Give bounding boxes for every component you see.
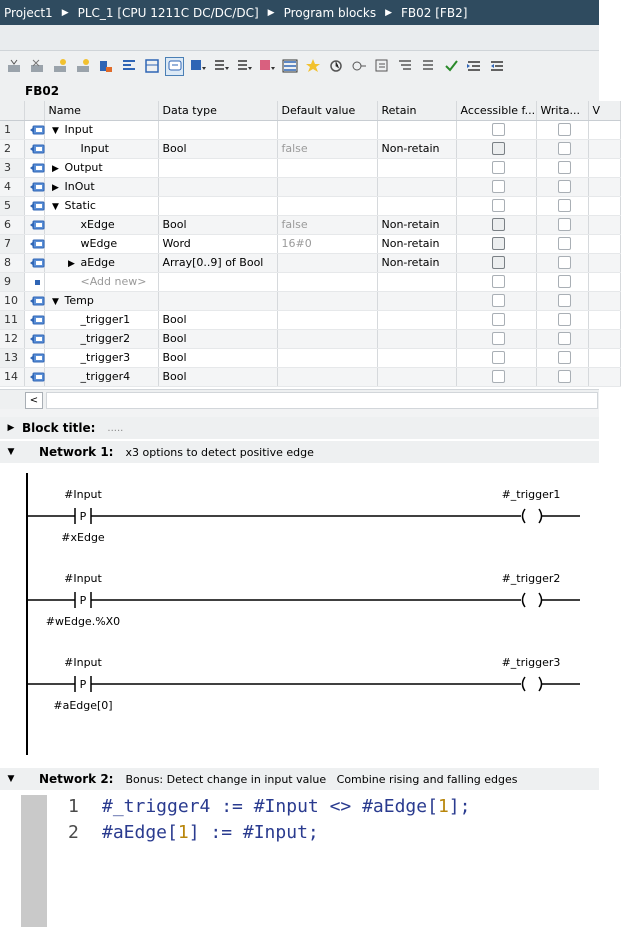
row-icon: [24, 177, 44, 196]
code-text[interactable]: ];: [448, 796, 471, 817]
writable-checkbox[interactable]: [558, 351, 571, 364]
caret-down-icon[interactable]: ▼: [7, 447, 15, 457]
table-row[interactable]: [0, 215, 620, 234]
column-header-data-type[interactable]: Data type: [158, 101, 277, 120]
variable-name[interactable]: _trigger3: [80, 351, 131, 364]
coil-right: [539, 593, 542, 607]
visible-cell: [588, 234, 620, 253]
data-type-cell[interactable]: [158, 291, 277, 310]
writable-checkbox[interactable]: [558, 332, 571, 345]
writable-checkbox-cell[interactable]: [536, 158, 588, 177]
table-row[interactable]: [0, 310, 620, 329]
plc-tag-icon[interactable]: [97, 58, 114, 75]
data-type-cell[interactable]: Array[0..9] of Bool: [158, 253, 277, 272]
breadcrumb-plc[interactable]: PLC_1 [CPU 1211C DC/DC/DC]: [77, 5, 259, 20]
ladder-rung[interactable]: [27, 488, 580, 544]
accessible-checkbox[interactable]: [492, 199, 505, 212]
accessible-checkbox[interactable]: [492, 180, 505, 193]
block-title-label: Block title:: [22, 421, 96, 435]
visible-cell: [588, 120, 620, 139]
icon-header: [24, 101, 44, 120]
accessible-checkbox-cell[interactable]: [456, 120, 536, 139]
interface-icon: [29, 123, 45, 136]
row-icon: [24, 139, 44, 158]
retain-cell[interactable]: Non-retain: [377, 234, 456, 253]
writable-checkbox-cell[interactable]: [536, 196, 588, 215]
contact-type: P: [79, 594, 87, 607]
default-value-cell[interactable]: [277, 291, 377, 310]
row-number: 4: [0, 177, 24, 196]
column-header-retain[interactable]: Retain: [377, 101, 456, 120]
block-name: FB02: [0, 81, 599, 101]
variable-name[interactable]: _trigger4: [80, 370, 131, 383]
table-row[interactable]: [0, 348, 620, 367]
retain-cell[interactable]: [377, 158, 456, 177]
coil-right: [539, 509, 542, 523]
block-title-section[interactable]: [0, 417, 599, 439]
data-type-cell[interactable]: Bool: [158, 367, 277, 386]
variable-name[interactable]: <Add new>: [80, 275, 147, 288]
visible-cell: [588, 139, 620, 158]
data-type-cell[interactable]: [158, 120, 277, 139]
favorite-icon[interactable]: [281, 58, 298, 75]
coil-operand[interactable]: #_trigger2: [501, 572, 561, 585]
interface-icon: [29, 218, 45, 231]
row-number: 1: [0, 120, 24, 139]
writable-checkbox[interactable]: [558, 142, 571, 155]
ladder-diagram: [0, 463, 599, 768]
retain-cell[interactable]: [377, 310, 456, 329]
table-header: [0, 101, 620, 120]
coil-left: [523, 509, 526, 523]
accessible-checkbox-cell[interactable]: [456, 139, 536, 158]
name-cell[interactable]: [44, 253, 158, 272]
accessible-checkbox-cell[interactable]: [456, 196, 536, 215]
editor-toolbar: [0, 51, 599, 81]
row-icon: [24, 329, 44, 348]
data-type-cell[interactable]: Bool: [158, 310, 277, 329]
default-value-cell[interactable]: [277, 196, 377, 215]
data-type-cell[interactable]: [158, 272, 277, 291]
row-icon: [24, 253, 44, 272]
table-row[interactable]: [0, 234, 620, 253]
retain-cell[interactable]: Non-retain: [377, 215, 456, 234]
more-icon[interactable]: [488, 58, 505, 75]
row-icon: [24, 291, 44, 310]
data-type-cell[interactable]: [158, 158, 277, 177]
retain-cell[interactable]: [377, 120, 456, 139]
interface-icon: [29, 294, 45, 307]
variable-icon: [35, 280, 40, 285]
add-row-icon[interactable]: [74, 58, 91, 75]
row-icon: [24, 158, 44, 177]
accessible-checkbox-cell[interactable]: [456, 253, 536, 272]
accessible-checkbox[interactable]: [492, 256, 505, 269]
chevron-right-icon: ▶: [385, 7, 393, 18]
name-cell[interactable]: [44, 177, 158, 196]
row-number: 8: [0, 253, 24, 272]
breadcrumb: [0, 0, 599, 25]
default-value-cell[interactable]: [277, 329, 377, 348]
edge-memory-operand[interactable]: #aEdge[0]: [53, 699, 113, 712]
default-value-cell[interactable]: [277, 158, 377, 177]
outdent-icon[interactable]: [465, 58, 482, 75]
interface-icon: [29, 199, 45, 212]
row-number: 3: [0, 158, 24, 177]
name-cell[interactable]: [44, 310, 158, 329]
table-row[interactable]: [0, 291, 620, 310]
align-left-icon[interactable]: [120, 58, 137, 75]
row-icon: [24, 272, 44, 291]
visible-cell: [588, 329, 620, 348]
add-variable-icon[interactable]: [51, 58, 68, 75]
default-value-cell[interactable]: [277, 348, 377, 367]
column-header-writable[interactable]: Writa...: [536, 101, 588, 120]
writable-checkbox[interactable]: [558, 370, 571, 383]
comment-icon[interactable]: [166, 58, 183, 75]
open-all-icon[interactable]: [235, 58, 252, 75]
caret-down-icon[interactable]: ▼: [52, 202, 59, 212]
network-icon[interactable]: [143, 58, 160, 75]
accessible-checkbox-cell[interactable]: [456, 177, 536, 196]
writable-checkbox-cell[interactable]: [536, 177, 588, 196]
name-cell[interactable]: [44, 120, 158, 139]
title-strip: [0, 25, 599, 51]
contact-operand[interactable]: #Input: [64, 488, 102, 501]
interface-icon: [29, 313, 45, 326]
variable-name[interactable]: wEdge: [80, 237, 118, 250]
delete-row-icon[interactable]: [28, 58, 45, 75]
column-header-name[interactable]: Name: [44, 101, 158, 120]
retain-cell[interactable]: [377, 329, 456, 348]
writable-checkbox-cell[interactable]: [536, 253, 588, 272]
row-number: 2: [0, 139, 24, 158]
table-row[interactable]: [0, 177, 620, 196]
collapse-all-icon[interactable]: [212, 58, 229, 75]
assign-icon[interactable]: [350, 58, 367, 75]
visible-cell: [588, 310, 620, 329]
default-value-cell[interactable]: [277, 272, 377, 291]
default-value-cell[interactable]: [277, 253, 377, 272]
writable-checkbox[interactable]: [558, 256, 571, 269]
visible-cell: [588, 348, 620, 367]
default-value-cell[interactable]: [277, 177, 377, 196]
interface-icon: [29, 142, 45, 155]
retain-cell[interactable]: [377, 291, 456, 310]
column-header-default-value[interactable]: Default value: [277, 101, 377, 120]
interface-icon: [29, 237, 45, 250]
contact-operand[interactable]: #Input: [64, 656, 102, 669]
name-cell[interactable]: [44, 196, 158, 215]
accessible-checkbox-cell[interactable]: [456, 310, 536, 329]
check-icon[interactable]: [419, 58, 436, 75]
ladder-rung[interactable]: [27, 572, 580, 628]
line-number: 1: [68, 796, 79, 817]
network2-comment[interactable]: Bonus: Detect change in input value Combine rising and falling edges: [125, 772, 518, 786]
accessible-checkbox-cell[interactable]: [456, 348, 536, 367]
table-row[interactable]: [0, 196, 620, 215]
accessible-checkbox[interactable]: [492, 370, 505, 383]
goto-icon[interactable]: [327, 58, 344, 75]
row-number: 13: [0, 348, 24, 367]
scroll-left-icon[interactable]: <: [25, 392, 43, 409]
writable-checkbox[interactable]: [558, 218, 571, 231]
table-row[interactable]: [0, 253, 620, 272]
row-number: 12: [0, 329, 24, 348]
accessible-checkbox[interactable]: [492, 218, 505, 231]
writable-checkbox-cell[interactable]: [536, 329, 588, 348]
interface-icon: [29, 256, 45, 269]
default-value-cell[interactable]: false: [277, 215, 377, 234]
default-value-cell[interactable]: [277, 367, 377, 386]
retain-cell[interactable]: [377, 367, 456, 386]
caret-right-icon[interactable]: ▶: [52, 164, 59, 174]
writable-checkbox-cell[interactable]: [536, 272, 588, 291]
visible-cell: [588, 158, 620, 177]
writable-checkbox[interactable]: [558, 294, 571, 307]
writable-checkbox-cell[interactable]: [536, 348, 588, 367]
data-type-cell[interactable]: Word: [158, 234, 277, 253]
accessible-checkbox[interactable]: [492, 294, 505, 307]
variable-name[interactable]: aEdge: [80, 256, 115, 269]
writable-checkbox-cell[interactable]: [536, 215, 588, 234]
contact-operand[interactable]: #Input: [64, 572, 102, 585]
caret-down-icon[interactable]: ▼: [52, 126, 59, 136]
ladder-rung[interactable]: [27, 656, 580, 712]
row-icon: [24, 310, 44, 329]
row-icon: [24, 234, 44, 253]
retain-cell[interactable]: [377, 177, 456, 196]
chevron-right-icon: ▶: [61, 7, 69, 18]
table-row[interactable]: [0, 120, 620, 139]
accessible-checkbox[interactable]: [492, 275, 505, 288]
data-type-cell[interactable]: Bool: [158, 139, 277, 158]
row-number: 10: [0, 291, 24, 310]
name-cell[interactable]: [44, 234, 158, 253]
row-icon: [24, 367, 44, 386]
code-text[interactable]: #aEdge[: [102, 822, 178, 843]
variable-name[interactable]: xEdge: [80, 218, 115, 231]
writable-checkbox-cell[interactable]: [536, 367, 588, 386]
writable-checkbox-cell[interactable]: [536, 120, 588, 139]
data-type-cell[interactable]: [158, 177, 277, 196]
visible-cell: [588, 196, 620, 215]
box-icon[interactable]: [258, 58, 275, 75]
writable-checkbox[interactable]: [558, 275, 571, 288]
breadcrumb-block[interactable]: FB02 [FB2]: [401, 5, 468, 20]
accessible-checkbox[interactable]: [492, 123, 505, 136]
accessible-checkbox[interactable]: [492, 332, 505, 345]
coil-operand[interactable]: #_trigger3: [501, 656, 561, 669]
variable-name[interactable]: Output: [64, 161, 103, 174]
breadcrumb-project[interactable]: Project1: [4, 5, 53, 20]
row-icon: [24, 120, 44, 139]
table-row[interactable]: [0, 329, 620, 348]
coil-left: [523, 593, 526, 607]
row-icon: [24, 215, 44, 234]
interface-icon: [29, 161, 45, 174]
horizontal-scrollbar[interactable]: [0, 389, 599, 410]
row-number: 11: [0, 310, 24, 329]
writable-checkbox[interactable]: [558, 180, 571, 193]
network1-header[interactable]: [0, 441, 599, 463]
row-number: 7: [0, 234, 24, 253]
default-value-cell[interactable]: 16#0: [277, 234, 377, 253]
editor-gutter: [21, 795, 47, 927]
interface-icon: [29, 351, 45, 364]
accessible-checkbox-cell[interactable]: [456, 367, 536, 386]
data-type-cell[interactable]: Bool: [158, 329, 277, 348]
indent-icon[interactable]: [442, 58, 459, 75]
scl-editor[interactable]: [0, 790, 599, 927]
default-value-cell[interactable]: false: [277, 139, 377, 158]
visible-cell: [588, 177, 620, 196]
writable-checkbox[interactable]: [558, 237, 571, 250]
retain-cell[interactable]: [377, 196, 456, 215]
retain-cell[interactable]: Non-retain: [377, 139, 456, 158]
writable-checkbox[interactable]: [558, 161, 571, 174]
accessible-checkbox-cell[interactable]: [456, 329, 536, 348]
coil-left: [523, 677, 526, 691]
name-cell[interactable]: [44, 329, 158, 348]
default-value-cell[interactable]: [277, 120, 377, 139]
row-icon: [24, 196, 44, 215]
writable-checkbox-cell[interactable]: [536, 310, 588, 329]
table-row[interactable]: [0, 272, 620, 291]
retain-cell[interactable]: [377, 348, 456, 367]
accessible-checkbox[interactable]: [492, 161, 505, 174]
row-icon: [24, 348, 44, 367]
name-cell[interactable]: [44, 272, 158, 291]
accessible-checkbox-cell[interactable]: [456, 272, 536, 291]
variable-name[interactable]: Temp: [64, 294, 94, 307]
interface-icon: [29, 332, 45, 345]
writable-checkbox-cell[interactable]: [536, 234, 588, 253]
name-cell[interactable]: [44, 291, 158, 310]
writable-checkbox-cell[interactable]: [536, 139, 588, 158]
expand-all-icon[interactable]: [189, 58, 206, 75]
visible-cell: [588, 272, 620, 291]
variable-name[interactable]: Static: [64, 199, 96, 212]
network1-label: Network 1:: [39, 445, 114, 459]
code-line[interactable]: [68, 822, 319, 843]
visible-cell: [588, 367, 620, 386]
contact-type: P: [79, 678, 87, 691]
block-title-placeholder[interactable]: .....: [107, 422, 124, 434]
insert-row-icon[interactable]: [5, 58, 22, 75]
edge-memory-operand[interactable]: #wEdge.%X0: [45, 615, 121, 628]
accessible-checkbox[interactable]: [492, 351, 505, 364]
network2-label: Network 2:: [39, 772, 114, 786]
variable-name[interactable]: Input: [64, 123, 93, 136]
name-cell[interactable]: [44, 367, 158, 386]
column-header-visible[interactable]: V: [588, 101, 620, 120]
network1-comment[interactable]: x3 options to detect positive edge: [125, 445, 314, 459]
chevron-right-icon: ▶: [267, 7, 275, 18]
code-text[interactable]: #_trigger4 := #Input <> #aEdge[: [102, 796, 438, 817]
visible-cell: [588, 215, 620, 234]
row-number: 9: [0, 272, 24, 291]
scroll-track[interactable]: [46, 392, 598, 409]
row-number: 14: [0, 367, 24, 386]
caret-right-icon[interactable]: ▶: [68, 259, 75, 269]
table-row[interactable]: [0, 139, 620, 158]
network2-header[interactable]: [0, 768, 599, 790]
accessible-checkbox-cell[interactable]: [456, 291, 536, 310]
visible-cell: [588, 291, 620, 310]
stack-icon[interactable]: [373, 58, 390, 75]
interface-icon: [29, 180, 45, 193]
array-index[interactable]: 1: [177, 822, 189, 843]
accessible-checkbox-cell[interactable]: [456, 158, 536, 177]
coil-operand[interactable]: #_trigger1: [501, 488, 561, 501]
coil-right: [539, 677, 542, 691]
edge-memory-operand[interactable]: #xEdge: [61, 531, 105, 544]
row-number: 6: [0, 215, 24, 234]
writable-checkbox[interactable]: [558, 199, 571, 212]
writable-checkbox[interactable]: [558, 313, 571, 326]
code-line[interactable]: [68, 796, 470, 817]
array-index[interactable]: 1: [437, 796, 449, 817]
default-value-cell[interactable]: [277, 310, 377, 329]
writable-checkbox-cell[interactable]: [536, 291, 588, 310]
retain-cell[interactable]: [377, 272, 456, 291]
variable-name[interactable]: _trigger2: [80, 332, 131, 345]
caret-right-icon[interactable]: ▶: [52, 183, 59, 193]
accessible-checkbox[interactable]: [492, 237, 505, 250]
name-cell[interactable]: [44, 215, 158, 234]
accessible-checkbox[interactable]: [492, 142, 505, 155]
caret-right-icon[interactable]: ▶: [7, 423, 15, 433]
column-header-accessible[interactable]: Accessible f...: [456, 101, 536, 120]
row-number: 5: [0, 196, 24, 215]
accessible-checkbox[interactable]: [492, 313, 505, 326]
line-number: 2: [68, 822, 79, 843]
name-cell[interactable]: [44, 158, 158, 177]
caret-down-icon[interactable]: ▼: [52, 297, 59, 307]
list-icon[interactable]: [396, 58, 413, 75]
variable-name[interactable]: Input: [80, 142, 109, 155]
code-text[interactable]: ] := #Input;: [188, 822, 319, 843]
retain-cell[interactable]: Non-retain: [377, 253, 456, 272]
name-cell[interactable]: [44, 139, 158, 158]
writable-checkbox[interactable]: [558, 123, 571, 136]
name-cell[interactable]: [44, 348, 158, 367]
interface-icon: [29, 370, 45, 383]
variable-name[interactable]: InOut: [64, 180, 95, 193]
caret-down-icon[interactable]: ▼: [7, 774, 15, 784]
variable-name[interactable]: _trigger1: [80, 313, 131, 326]
data-type-cell[interactable]: [158, 196, 277, 215]
row-number-header: [0, 101, 24, 120]
table-row[interactable]: [0, 158, 620, 177]
table-row[interactable]: [0, 367, 620, 386]
data-type-cell[interactable]: Bool: [158, 215, 277, 234]
interface-table: [0, 101, 621, 387]
data-type-cell[interactable]: Bool: [158, 348, 277, 367]
refresh-icon[interactable]: [304, 58, 321, 75]
accessible-checkbox-cell[interactable]: [456, 234, 536, 253]
breadcrumb-program-blocks[interactable]: Program blocks: [283, 5, 377, 20]
visible-cell: [588, 253, 620, 272]
contact-type: P: [79, 510, 87, 523]
accessible-checkbox-cell[interactable]: [456, 215, 536, 234]
